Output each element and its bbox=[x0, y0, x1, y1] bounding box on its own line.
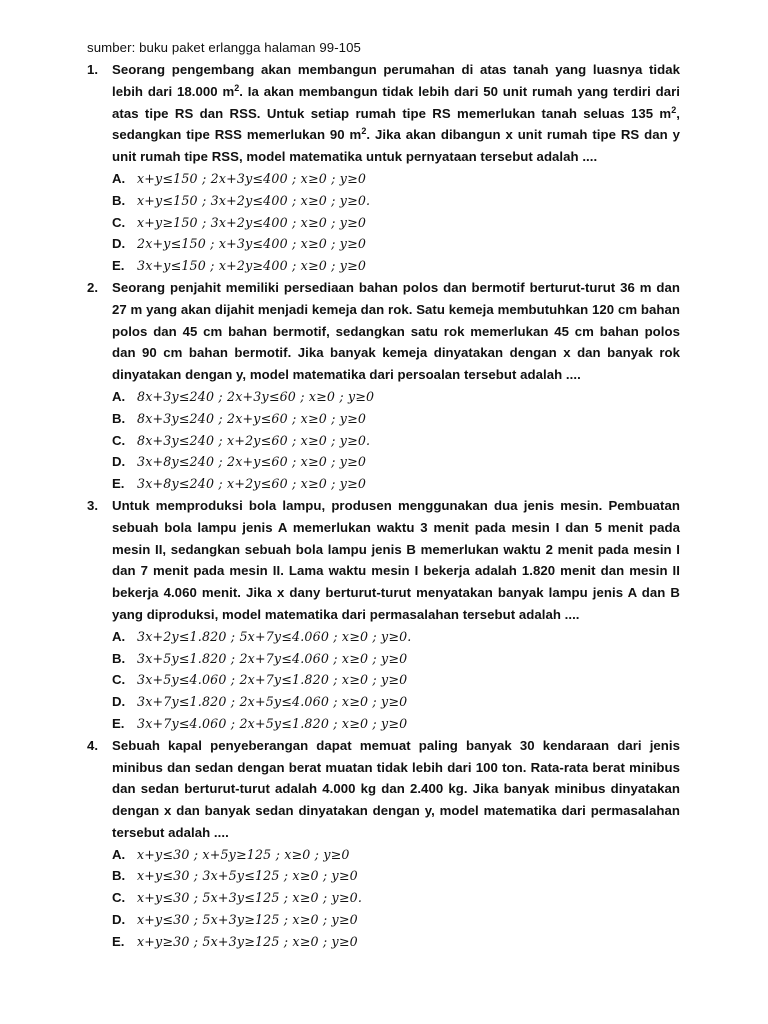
option-formula: x+y≤30 ; 5x+3y≥125 ; x≥0 ; y≥0 bbox=[137, 912, 358, 928]
question-1 bbox=[87, 59, 680, 277]
option-formula: x+y≥150 ; 3x+2y≤400 ; x≥0 ; y≥0 bbox=[137, 214, 367, 230]
option-formula: 3x+y≤150 ; x+2y≥400 ; x≥0 ; y≥0 bbox=[137, 258, 367, 274]
option-b bbox=[112, 648, 680, 670]
option-label: D. bbox=[112, 694, 126, 710]
option-d bbox=[112, 233, 680, 255]
option-label: D. bbox=[112, 236, 126, 252]
option-label: D. bbox=[112, 912, 126, 928]
option-label: A. bbox=[112, 846, 126, 862]
option-e bbox=[112, 931, 680, 953]
question-body bbox=[112, 495, 680, 735]
option-label: B. bbox=[112, 410, 126, 426]
option-label: D. bbox=[112, 454, 126, 470]
question-text bbox=[112, 59, 680, 168]
option-e bbox=[112, 713, 680, 735]
question-body bbox=[112, 59, 680, 277]
question-number: 3. bbox=[87, 497, 98, 513]
superscript-exponent: 2 bbox=[671, 104, 677, 115]
option-d bbox=[112, 909, 680, 931]
superscript-exponent: 2 bbox=[234, 82, 240, 93]
option-formula: 3x+8y≤240 ; x+2y≤60 ; x≥0 ; y≥0 bbox=[137, 476, 367, 492]
option-a bbox=[112, 844, 680, 866]
option-list bbox=[112, 386, 680, 495]
option-b bbox=[112, 190, 680, 212]
option-formula: 3x+7y≤4.060 ; 2x+5y≤1.820 ; x≥0 ; y≥0 bbox=[137, 715, 408, 731]
option-list bbox=[112, 844, 680, 953]
option-label: E. bbox=[112, 933, 125, 949]
option-formula: 3x+2y≤1.820 ; 5x+7y≤4.060 ; x≥0 ; y≥0. bbox=[137, 628, 412, 644]
option-formula: 8x+3y≤240 ; x+2y≤60 ; x≥0 ; y≥0. bbox=[137, 432, 371, 448]
option-formula: x+y≤150 ; 2x+3y≤400 ; x≥0 ; y≥0 bbox=[137, 170, 367, 186]
option-formula: x+y≤150 ; 3x+2y≤400 ; x≥0 ; y≥0. bbox=[137, 192, 371, 208]
option-c bbox=[112, 887, 680, 909]
option-label: E. bbox=[112, 715, 125, 731]
option-list bbox=[112, 626, 680, 735]
option-e bbox=[112, 473, 680, 495]
question-number: 4. bbox=[87, 737, 98, 753]
option-label: C. bbox=[112, 890, 126, 906]
option-a bbox=[112, 626, 680, 648]
option-c bbox=[112, 430, 680, 452]
option-label: A. bbox=[112, 628, 126, 644]
option-formula: x+y≤30 ; x+5y≥125 ; x≥0 ; y≥0 bbox=[137, 846, 350, 862]
option-c bbox=[112, 669, 680, 691]
question-text-part: . Jika akan dibangun x unit rumah tipe RS dan y unit rumah tipe RSS, model matematika untuk pernyataan tersebut adalah .... bbox=[112, 127, 680, 165]
question-2 bbox=[87, 277, 680, 495]
option-label: A. bbox=[112, 170, 126, 186]
question-body bbox=[112, 277, 680, 495]
option-formula: x+y≥30 ; 5x+3y≥125 ; x≥0 ; y≥0 bbox=[137, 933, 358, 949]
option-formula: 2x+y≤150 ; x+3y≤400 ; x≥0 ; y≥0 bbox=[137, 236, 367, 252]
question-text-part: , sedangkan tipe RSS memerlukan 90 m bbox=[112, 105, 680, 143]
question-body bbox=[112, 735, 680, 953]
question-list bbox=[87, 59, 680, 953]
option-formula: x+y≤30 ; 3x+5y≤125 ; x≥0 ; y≥0 bbox=[137, 868, 358, 884]
option-label: B. bbox=[112, 868, 126, 884]
question-number: 1. bbox=[87, 62, 98, 77]
option-formula: 8x+3y≤240 ; 2x+3y≤60 ; x≥0 ; y≥0 bbox=[137, 388, 375, 404]
option-label: E. bbox=[112, 258, 125, 274]
option-label: C. bbox=[112, 214, 126, 230]
option-e bbox=[112, 255, 680, 277]
question-text-part: . Ia akan membangun tidak lebih dari 50 unit rumah yang terdiri dari atas tipe RS dan RSS. Untuk setiap rumah tipe RS memerlukan tanah seluas 135 m bbox=[112, 83, 680, 121]
option-formula: 3x+5y≤4.060 ; 2x+7y≤1.820 ; x≥0 ; y≥0 bbox=[137, 672, 408, 688]
question-4 bbox=[87, 735, 680, 953]
option-label: B. bbox=[112, 192, 126, 208]
option-a bbox=[112, 386, 680, 408]
option-label: A. bbox=[112, 388, 126, 404]
option-b bbox=[112, 865, 680, 887]
option-formula: 8x+3y≤240 ; 2x+y≤60 ; x≥0 ; y≥0 bbox=[137, 410, 367, 426]
option-label: E. bbox=[112, 476, 125, 492]
option-formula: 3x+5y≤1.820 ; 2x+7y≤4.060 ; x≥0 ; y≥0 bbox=[137, 650, 408, 666]
option-label: C. bbox=[112, 432, 126, 448]
option-list bbox=[112, 168, 680, 277]
question-text: Untuk memproduksi bola lampu, produsen menggunakan dua jenis mesin. Pembuatan sebuah bola lampu jenis A memerlukan waktu 3 menit pada mesin I dan 5 menit pada mesin II, sedangkan sebuah bola lampu jenis B memerlukan waktu 2 menit pada mesin I dan 7 menit pada mesin II. Lama waktu mesin I bekerja adalah 1.820 menit dan mesin II bekerja 4.060 menit. Jika x dany berturut-turut menyatakan banyak lampu jenis A dan B yang diproduksi, model matematika dari permasalahan tersebut adalah .... bbox=[112, 497, 680, 622]
option-label: B. bbox=[112, 650, 126, 666]
superscript-exponent: 2 bbox=[361, 126, 367, 137]
option-b bbox=[112, 408, 680, 430]
option-formula: x+y≤30 ; 5x+3y≤125 ; x≥0 ; y≥0. bbox=[137, 890, 363, 906]
source-line: sumber: buku paket erlangga halaman 99-105 bbox=[87, 40, 361, 55]
option-formula: 3x+8y≤240 ; 2x+y≤60 ; x≥0 ; y≥0 bbox=[137, 454, 367, 470]
option-a bbox=[112, 168, 680, 190]
question-3 bbox=[87, 495, 680, 735]
option-c bbox=[112, 212, 680, 234]
question-number: 2. bbox=[87, 279, 98, 295]
question-text: Sebuah kapal penyeberangan dapat memuat paling banyak 30 kendaraan dari jenis minibus dan sedan dengan berat muatan tidak lebih dari 100 ton. Rata-rata berat minibus dan sedan berturut-turut adalah 4.000 kg dan 2.400 kg. Jika banyak minibus dinyatakan dengan x dan banyak sedan dinyatakan dengan y, model matematika dari permasalahan tersebut adalah .... bbox=[112, 737, 680, 840]
option-label: C. bbox=[112, 672, 126, 688]
question-text-part: Seorang pengembang akan membangun perumahan di atas tanah yang luasnya tidak lebih dari 18.000 m bbox=[112, 62, 680, 99]
option-d bbox=[112, 451, 680, 473]
question-text: Seorang penjahit memiliki persediaan bahan polos dan bermotif berturut-turut 36 m dan 27 m yang akan dijahit menjadi kemeja dan rok. Satu kemeja membutuhkan 120 cm bahan polos dan 45 cm bahan bermotif, sedangkan satu rok memerlukan 45 cm bahan polos dan 90 cm bahan bermotif. Jika banyak kemeja dinyatakan dengan x dan banyak rok dinyatakan dengan y, model matematika dari persoalan tersebut adalah .... bbox=[112, 279, 680, 383]
option-d bbox=[112, 691, 680, 713]
option-formula: 3x+7y≤1.820 ; 2x+5y≤4.060 ; x≥0 ; y≥0 bbox=[137, 694, 408, 710]
